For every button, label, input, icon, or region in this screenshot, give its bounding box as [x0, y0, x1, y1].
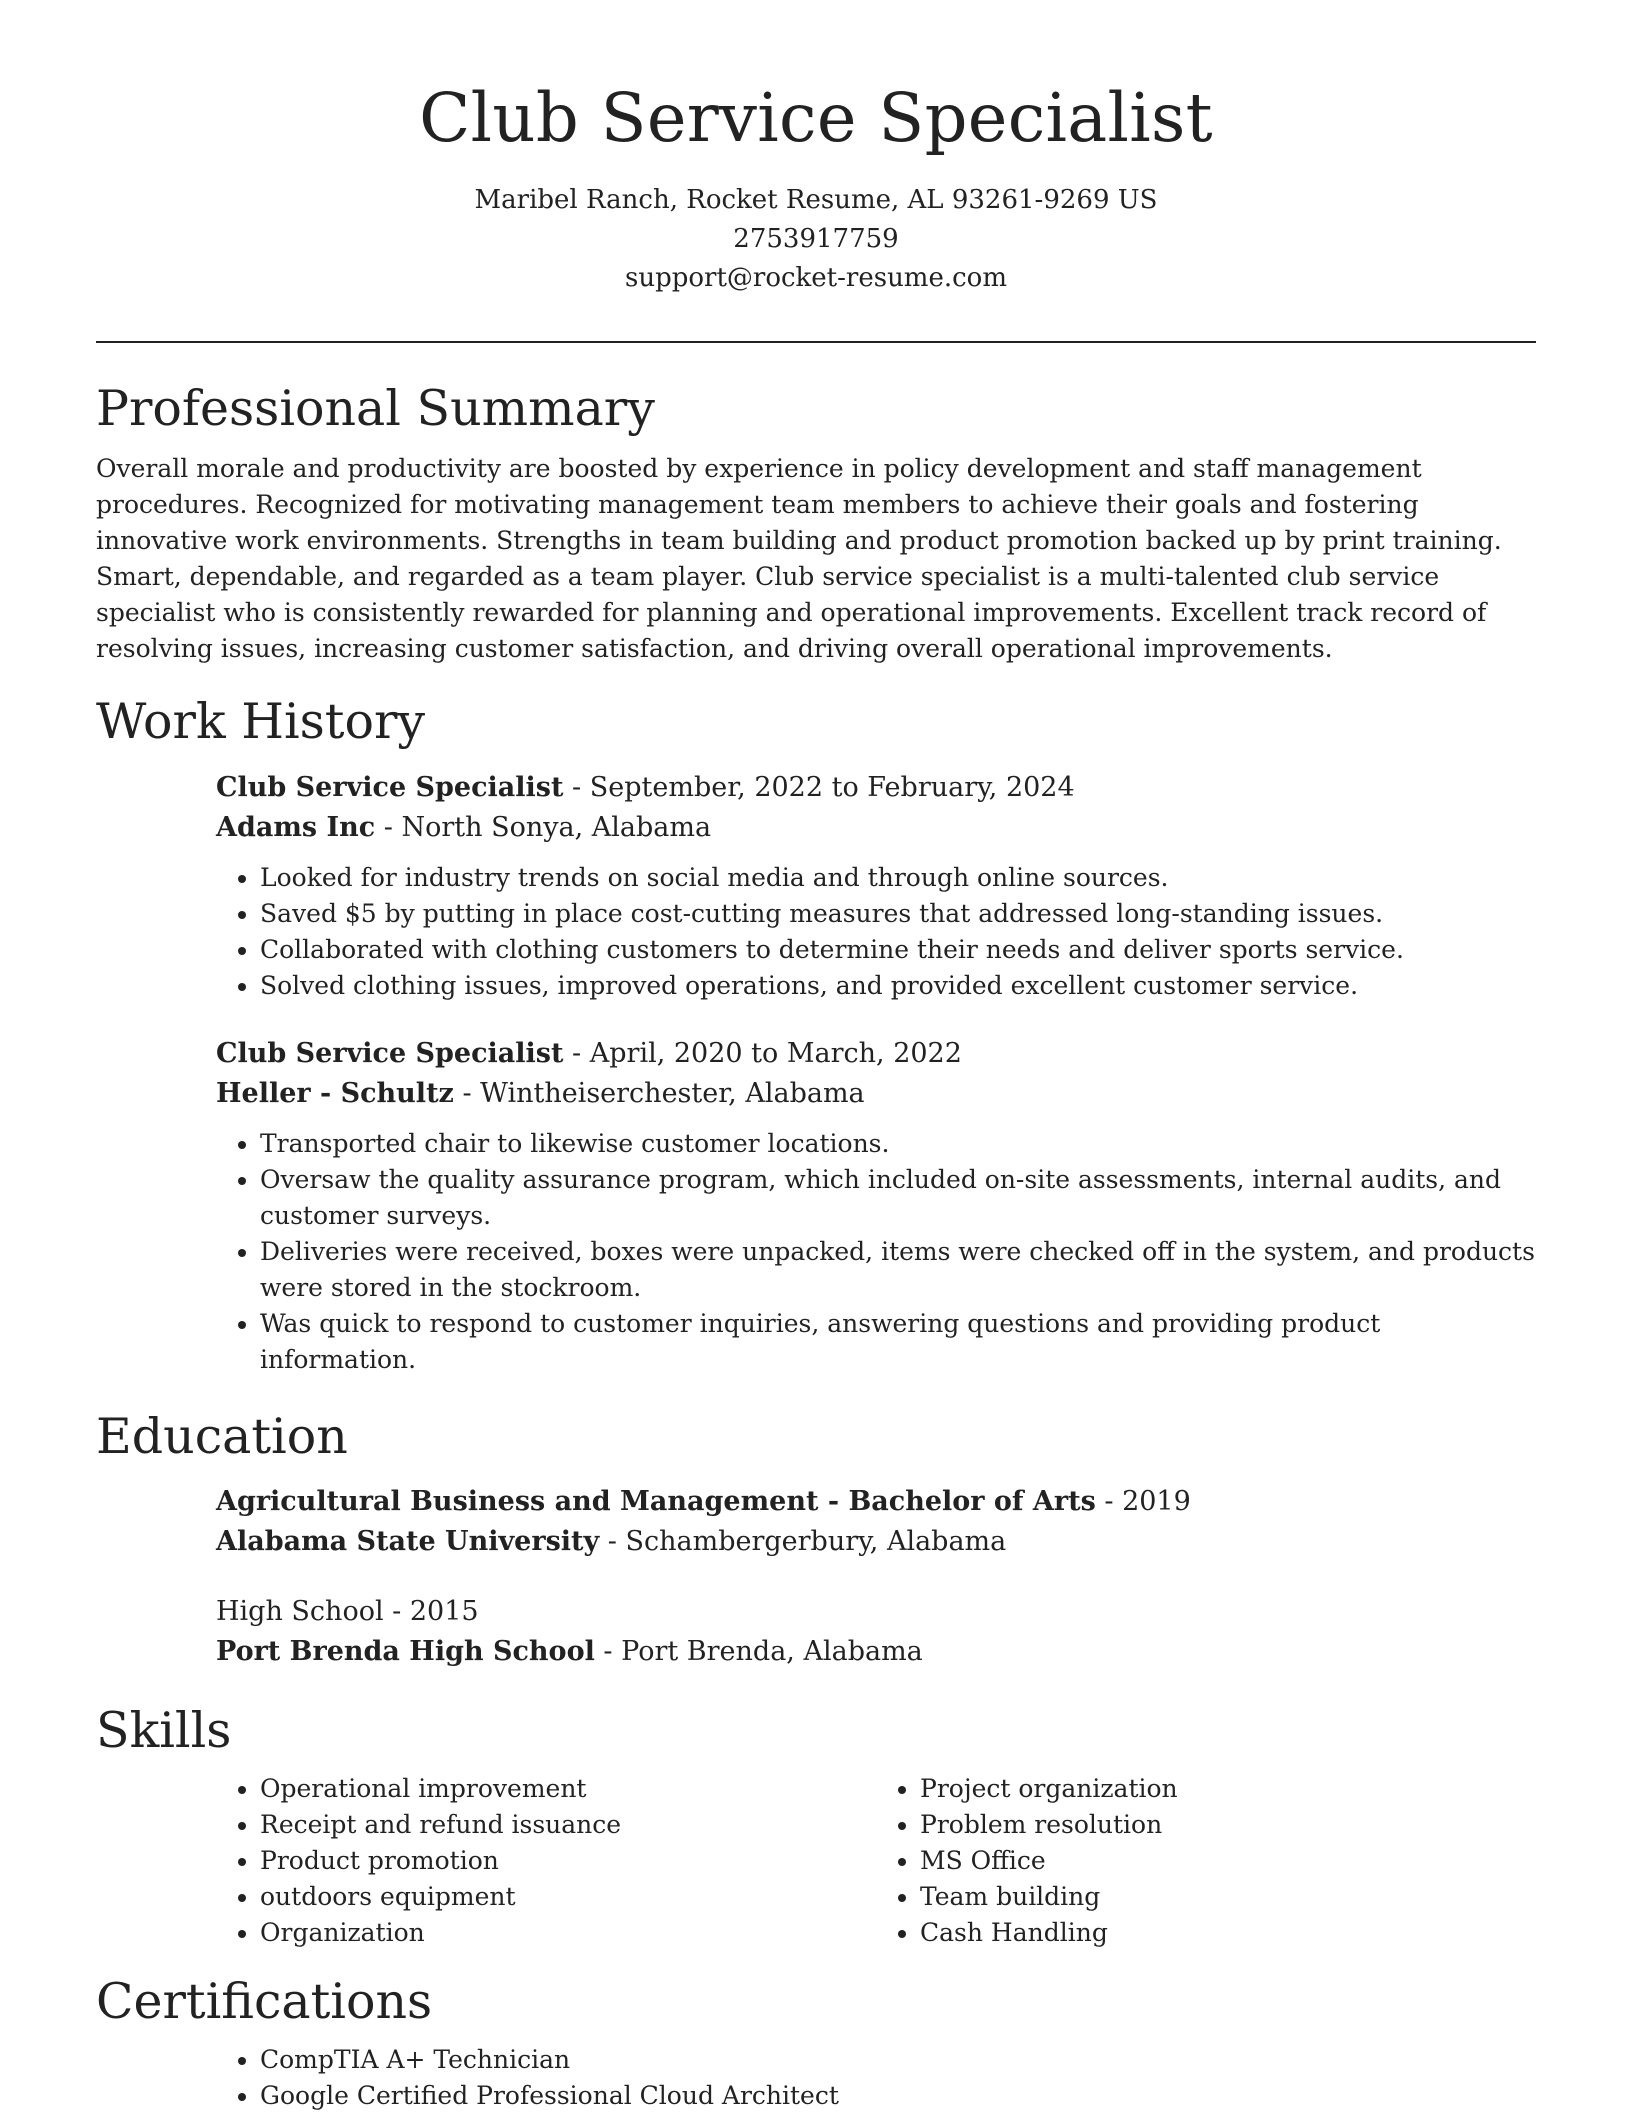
- resume-header: [0, 80, 1632, 298]
- job-bullets: [216, 1126, 1536, 1378]
- education-heading: Education: [96, 1407, 348, 1465]
- job-title: Club Service Specialist: [216, 771, 564, 803]
- graduation-year: - 2019: [1095, 1486, 1191, 1518]
- skills-list-left: [216, 1771, 876, 1951]
- job-bullet: • Looked for industry trends on social media and through online sources.: [260, 860, 1536, 896]
- job-entry: [216, 1034, 1536, 1378]
- job-company-line: [216, 1074, 1536, 1114]
- certifications-body: [216, 2042, 1536, 2114]
- school-location: - Schambergerbury, Alabama: [599, 1526, 1007, 1558]
- job-location: - North Sonya, Alabama: [375, 811, 712, 843]
- job-title-line: [216, 768, 1536, 808]
- certifications-section: [96, 1973, 1536, 2114]
- job-entry: [216, 768, 1536, 1004]
- skill-item: • Product promotion: [260, 1843, 876, 1879]
- education-entry: [216, 1482, 1536, 1562]
- summary-heading: Professional Summary: [96, 380, 655, 437]
- skill-item: • Cash Handling: [920, 1915, 1536, 1951]
- degree-line: [216, 1592, 1536, 1632]
- job-bullet: • Oversaw the quality assurance program, which included on-site assessments, internal audits, and customer surveys.: [260, 1162, 1536, 1234]
- certification-item: • CompTIA A+ Technician: [260, 2042, 1536, 2078]
- certifications-heading: Certifications: [96, 1973, 433, 2031]
- contact-email: support@rocket-resume.com: [624, 263, 1007, 294]
- school-name: Alabama State University: [216, 1526, 600, 1558]
- skills-heading: Skills: [96, 1702, 232, 1760]
- job-bullet: • Solved clothing issues, improved operations, and provided excellent customer service.: [260, 968, 1536, 1004]
- skill-item: • Project organization: [920, 1771, 1536, 1807]
- skill-item: • Receipt and refund issuance: [260, 1807, 876, 1843]
- education-section: [96, 1408, 1536, 1673]
- skill-item: • Team building: [920, 1879, 1536, 1915]
- job-dates: - April, 2020 to March, 2022: [563, 1037, 962, 1069]
- degree: High School: [216, 1596, 384, 1628]
- job-location: - Wintheiserchester, Alabama: [453, 1077, 865, 1109]
- school-location: - Port Brenda, Alabama: [594, 1636, 923, 1668]
- skills-section: [96, 1702, 1536, 1951]
- contact-address: Maribel Ranch, Rocket Resume, AL 93261-9269 US: [474, 185, 1158, 216]
- skills-columns: [216, 1771, 1536, 1951]
- job-company: Adams Inc: [216, 811, 376, 843]
- skill-item: • outdoors equipment: [260, 1879, 876, 1915]
- job-bullets: [216, 860, 1536, 1004]
- candidate-name: Club Service Specialist: [419, 79, 1213, 157]
- resume-content: [96, 380, 1536, 2114]
- summary-text: Overall morale and productivity are boosted by experience in policy development and staff management procedures. Recognized for motivating management team members to achieve their goals and fostering innovative work environments. Strengths in team building and product promotion backed up by print training. Smart, dependable, and regarded as a team player. Club service specialist is a multi-talented club service specialist who is consistently rewarded for planning and operational improvements. Excellent track record of resolving issues, increasing customer satisfaction, and driving overall operational improvements.: [96, 453, 1502, 663]
- header-divider: [96, 341, 1536, 343]
- job-bullet: • Was quick to respond to customer inquiries, answering questions and providing product information.: [260, 1306, 1536, 1378]
- job-bullet: • Saved $5 by putting in place cost-cutting measures that addressed long-standing issues.: [260, 896, 1536, 932]
- skill-item: • Operational improvement: [260, 1771, 876, 1807]
- degree: Agricultural Business and Management - Bachelor of Arts: [216, 1486, 1096, 1518]
- school-line: [216, 1632, 1536, 1672]
- education-entry: [216, 1592, 1536, 1672]
- job-title-line: [216, 1034, 1536, 1074]
- skill-item: • MS Office: [920, 1843, 1536, 1879]
- job-company-line: [216, 808, 1536, 848]
- certification-item: • Google Certified Professional Cloud Architect: [260, 2078, 1536, 2114]
- job-dates: - September, 2022 to February, 2024: [563, 771, 1075, 803]
- contact-phone: 2753917759: [733, 224, 899, 255]
- skill-item: • Problem resolution: [920, 1807, 1536, 1843]
- skills-list-right: [876, 1771, 1536, 1951]
- summary-section: [96, 380, 1536, 667]
- certifications-list: [216, 2042, 1536, 2114]
- work-history-section: [96, 693, 1536, 1378]
- skill-item: • Organization: [260, 1915, 876, 1951]
- school-name: Port Brenda High School: [216, 1636, 595, 1668]
- job-bullet: • Collaborated with clothing customers to determine their needs and deliver sports service.: [260, 932, 1536, 968]
- job-bullet: • Deliveries were received, boxes were unpacked, items were checked off in the system, and products were stored in the stockroom.: [260, 1234, 1536, 1306]
- degree-line: [216, 1482, 1536, 1522]
- graduation-year: - 2015: [383, 1596, 479, 1628]
- job-title: Club Service Specialist: [216, 1037, 564, 1069]
- job-bullet: • Transported chair to likewise customer locations.: [260, 1126, 1536, 1162]
- job-company: Heller - Schultz: [216, 1077, 454, 1109]
- work-history-heading: Work History: [96, 692, 426, 750]
- school-line: [216, 1522, 1536, 1562]
